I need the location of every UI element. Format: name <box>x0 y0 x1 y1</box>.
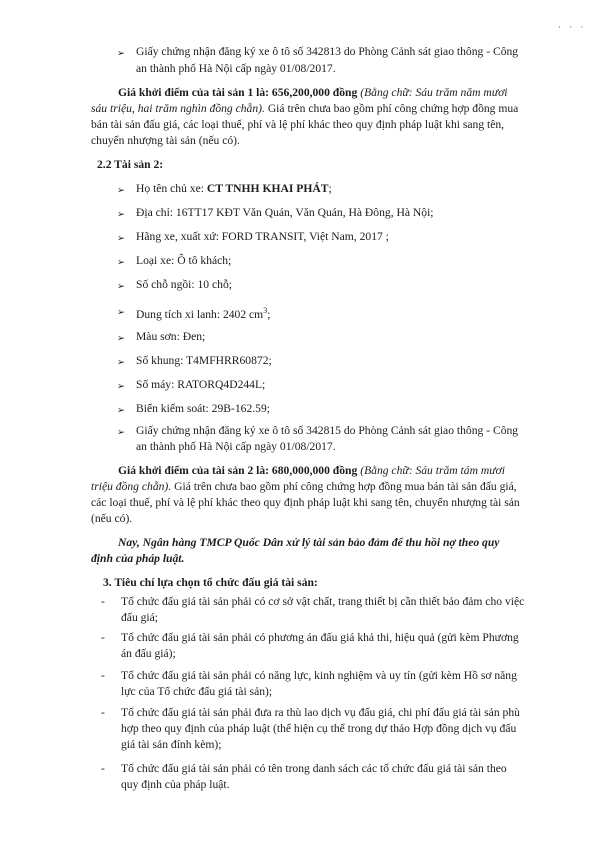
arrow-bullet-icon: ➢ <box>117 405 125 416</box>
dash-bullet: - <box>101 595 105 608</box>
price-1-italic-b: sáu triệu, hai trăm nghìn đồng chẵn). <box>91 102 265 115</box>
price-2-line1 <box>118 463 505 478</box>
asset-2-brand: Hãng xe, xuất xứ: FORD TRANSIT, Việt Nam, 2017 ; <box>136 230 389 243</box>
scan-marks: · · · <box>558 22 587 32</box>
price-1-line3: bán tài sản đấu giá, các loại thuế, phí và lệ phí khác theo quy định pháp luật khi sang tên, <box>91 118 505 131</box>
asset-2-owner <box>136 181 332 196</box>
owner-label: Họ tên chủ xe: <box>136 182 207 195</box>
arrow-bullet-icon: ➢ <box>117 233 125 244</box>
criteria-4-line1: Tổ chức đấu giá tài sản phải đưa ra thù lao dịch vụ đấu giá, chi phí đấu giá tài sản phù <box>121 706 520 719</box>
capacity-sup: 3 <box>263 306 268 315</box>
criteria-5-line1: Tổ chức đấu giá tài sản phải có tên trong danh sách các tổ chức đấu giá tài sản theo <box>121 762 507 775</box>
asset-2-capacity <box>136 303 270 322</box>
price-1-text-b: Giá trên chưa bao gồm phí công chứng hợp đồng mua <box>267 102 519 115</box>
owner-suffix: ; <box>328 182 332 195</box>
price-1-bold: Giá khởi điểm của tài sản 1 là: 656,200,000 đồng <box>118 86 358 99</box>
dash-bullet: - <box>101 669 105 682</box>
asset-2-plate: Biển kiểm soát: 29B-162.59; <box>136 402 270 415</box>
arrow-bullet-icon: ➢ <box>117 48 125 59</box>
asset-2-engine: Số máy: RATORQ4D244L; <box>136 378 266 391</box>
price-2-line2 <box>91 479 517 494</box>
arrow-bullet-icon: ➢ <box>117 381 125 392</box>
bank-note-line2: định của pháp luật. <box>91 552 185 565</box>
price-2-text-b: Giá trên chưa bao gồm phí công chứng hợp đồng mua bán tài sản đấu giá, <box>174 480 517 493</box>
asset-2-type: Loại xe: Ô tô khách; <box>136 254 232 267</box>
price-2-line4: (nếu có). <box>91 512 133 525</box>
arrow-bullet-icon: ➢ <box>117 307 125 318</box>
bank-note-line1: Nay, Ngân hàng TMCP Quốc Dân xử lý tài sản bảo đảm để thu hồi nợ theo quy <box>118 536 500 549</box>
dash-bullet: - <box>101 762 105 775</box>
criteria-1-line2: đấu giá; <box>121 611 159 624</box>
price-2-italic-a: (Bằng chữ: Sáu trăm tám mươi <box>360 464 505 477</box>
cert-2-line1: Giấy chứng nhận đăng ký xe ô tô số 342815 do Phòng Cảnh sát giao thông - Công <box>136 424 519 437</box>
capacity-end: ; <box>267 307 271 321</box>
arrow-bullet-icon: ➢ <box>117 209 125 220</box>
criteria-2-line1: Tổ chức đấu giá tài sản phải có phương án đấu giá khả thi, hiệu quả (gửi kèm Phương <box>121 631 519 644</box>
arrow-bullet-icon: ➢ <box>117 185 125 196</box>
owner-value: CT TNHH KHAI PHÁT <box>206 182 329 195</box>
price-2-bold: Giá khởi điểm của tài sản 2 là: 680,000,000 đồng <box>118 464 358 477</box>
capacity-text: Dung tích xi lanh: 2402 cm <box>136 307 264 321</box>
asset-2-color: Màu sơn: Đen; <box>136 330 206 343</box>
criteria-5-line2: quy định của pháp luật. <box>121 778 230 791</box>
criteria-4-line3: giá tài sản đính kèm); <box>121 738 222 751</box>
arrow-bullet-icon: ➢ <box>117 333 125 344</box>
price-2-italic-b: triệu đồng chẵn). <box>91 480 172 493</box>
criteria-2-line2: án đấu giá); <box>121 647 176 660</box>
criteria-3-line1: Tổ chức đấu giá tài sản phải có năng lực, kinh nghiệm và uy tín (gửi kèm Hồ sơ năng <box>121 669 517 682</box>
arrow-bullet-icon: ➢ <box>117 357 125 368</box>
dash-bullet: - <box>101 631 105 644</box>
price-1-line2 <box>91 101 518 116</box>
criteria-1-line1: Tổ chức đấu giá tài sản phải có cơ sở vật chất, trang thiết bị cần thiết bảo đảm cho việc <box>121 595 525 608</box>
asset-2-seats: Số chỗ ngồi: 10 chỗ; <box>136 278 232 291</box>
dash-bullet: - <box>101 706 105 719</box>
asset-2-chassis: Số khung: T4MFHRR60872; <box>136 354 272 367</box>
price-2-line3: các loại thuế, phí và lệ phí khác theo quy định pháp luật khi sang tên, chuyển nhượng tài sản <box>91 496 520 509</box>
price-1-line4: chuyển nhượng tài sản (nếu có). <box>91 134 240 147</box>
asset-2-heading: 2.2 Tài sản 2: <box>97 158 164 171</box>
asset-2-address: Địa chỉ: 16TT17 KĐT Văn Quán, Văn Quán, Hà Đông, Hà Nội; <box>136 206 434 219</box>
arrow-bullet-icon: ➢ <box>117 427 125 438</box>
price-1-line1 <box>118 85 508 100</box>
arrow-bullet-icon: ➢ <box>117 281 125 292</box>
criteria-3-line2: lực của Tổ chức đấu giá tài sản); <box>121 685 273 698</box>
cert-1-line2: an thành phố Hà Nội cấp ngày 01/08/2017. <box>136 62 336 75</box>
price-1-italic-a: (Bằng chữ: Sáu trăm năm mươi <box>360 86 508 99</box>
arrow-bullet-icon: ➢ <box>117 257 125 268</box>
cert-2-line2: an thành phố Hà Nội cấp ngày 01/08/2017. <box>136 440 336 453</box>
criteria-heading: 3. Tiêu chí lựa chọn tổ chức đấu giá tài sản: <box>103 576 318 589</box>
cert-1-line1: Giấy chứng nhận đăng ký xe ô tô số 342813 do Phòng Cảnh sát giao thông - Công <box>136 45 519 58</box>
criteria-4-line2: hợp theo quy định của pháp luật (thể hiện cụ thể trong dự thảo Hợp đồng dịch vụ đấu <box>121 722 517 735</box>
